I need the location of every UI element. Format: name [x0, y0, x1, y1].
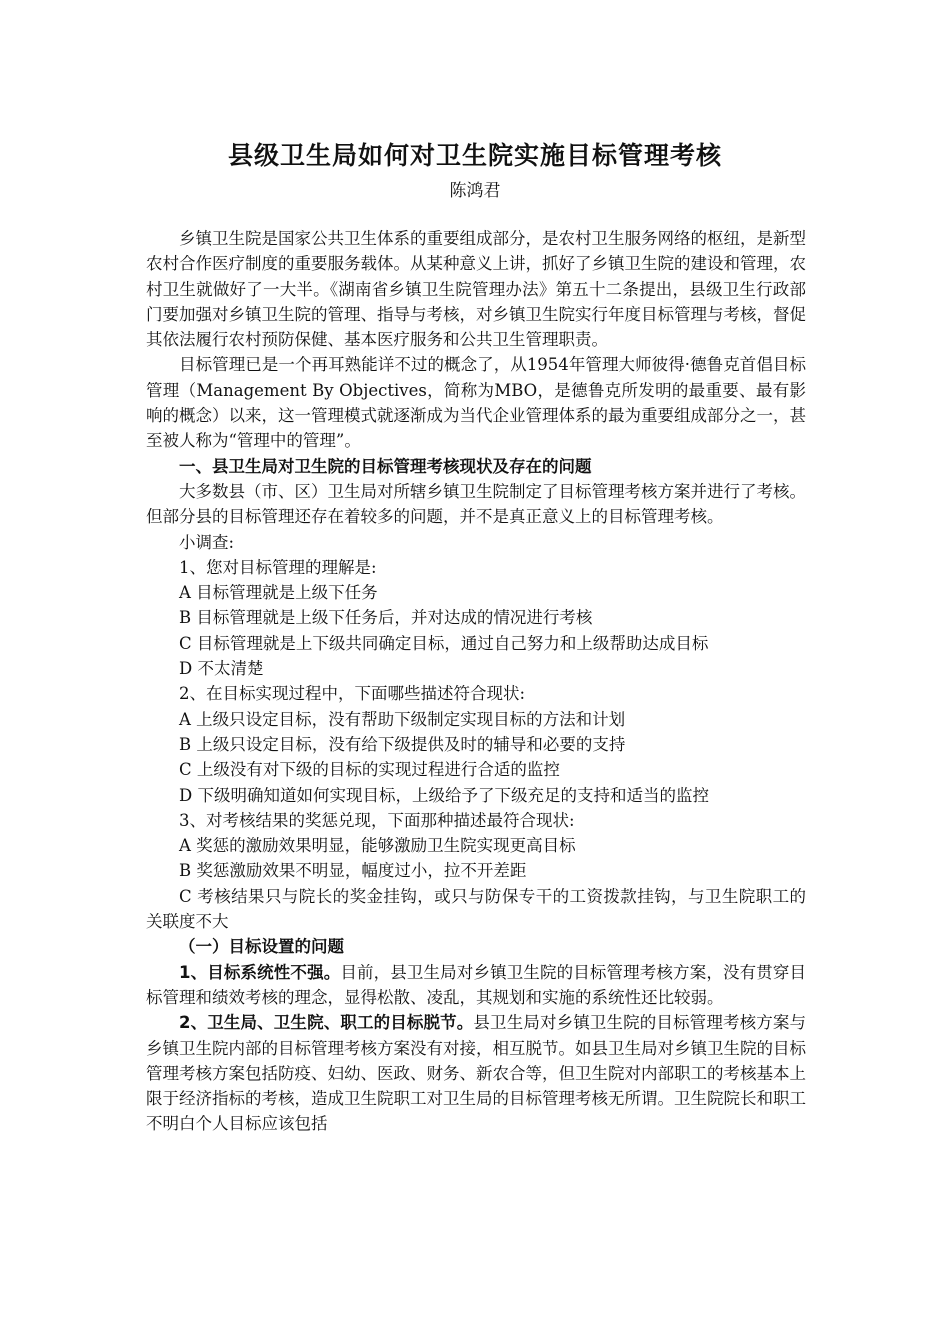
paragraph-status: 大多数县（市、区）卫生局对所辖乡镇卫生院制定了目标管理考核方案并进行了考核。但部分县的目标管理还存在着较多的问题，并不是真正意义上的目标管理考核。 [146, 481, 806, 527]
survey-option: C 上级没有对下级的目标的实现过程进行合适的监控 [179, 760, 560, 780]
document-author: 陈鸿君 [449, 181, 501, 201]
survey-option: A 上级只设定目标，没有帮助下级制定实现目标的方法和计划 [179, 709, 626, 729]
section-heading-1: 一、县卫生局对卫生院的目标管理考核现状及存在的问题 [179, 456, 592, 476]
point-1-text: 目前，县卫生局对乡镇卫生院的目标管理考核方案，没有贯穿目标管理和绩效考核的理念，显得松散、凌乱，其规划和实施的系统性还比较弱。 [146, 962, 807, 1007]
paragraph-mbo: 目标管理已是一个再耳熟能详不过的概念了，从1954年管理大师彼得·德鲁克首倡目标管理（Management By Objectives，简称为MBO，是德鲁克所发明的最重要、最有影响的概念）以来，这一管理模式就逐渐成为当代企业管理体系的最为重要组成部分之一，甚至被人称为“管理中的管理”。 [146, 355, 806, 451]
survey-option: D 下级明确知道如何实现目标，上级给予了下级充足的支持和适当的监控 [179, 785, 709, 805]
survey-option: B 目标管理就是上级下任务后，并对达成的情况进行考核 [179, 608, 593, 628]
point-1 [146, 960, 806, 1011]
point-1-title: 1、目标系统性不强。 [179, 962, 341, 982]
survey-question-1: 1、您对目标管理的理解是: [179, 557, 377, 577]
document-body [146, 226, 806, 1137]
survey-option: A 目标管理就是上级下任务 [179, 583, 378, 603]
survey-option: C 考核结果只与院长的奖金挂钩，或只与防保专干的工资拨款挂钩，与卫生院职工的关联度不大 [146, 886, 806, 932]
survey-option: B 上级只设定目标，没有给下级提供及时的辅导和必要的支持 [179, 734, 626, 754]
survey-question-2: 2、在目标实现过程中，下面哪些描述符合现状: [179, 684, 526, 704]
sub-heading: （一）目标设置的问题 [179, 937, 344, 957]
point-2-title: 2、卫生局、卫生院、职工的目标脱节。 [179, 1013, 474, 1033]
document-title: 县级卫生局如何对卫生院实施目标管理考核 [227, 141, 722, 170]
point-2-text: 县卫生局对乡镇卫生院的目标管理考核方案与乡镇卫生院内部的目标管理考核方案没有对接，相互脱节。如县卫生局对乡镇卫生院的目标管理考核方案包括防疫、妇幼、医政、财务、新农合等，但卫生院对内部职工的考核基本上限于经济指标的考核，造成卫生院职工对卫生局的目标管理考核无所谓。卫生院院长和职工不明白个人目标应该包括 [146, 1013, 806, 1134]
point-2 [146, 1010, 806, 1136]
survey-question-3: 3、对考核结果的奖惩兑现，下面那种描述最符合现状: [179, 810, 575, 830]
survey-option: C 目标管理就是上下级共同确定目标，通过自己努力和上级帮助达成目标 [179, 633, 709, 653]
survey-option: B 奖惩激励效果不明显，幅度过小，拉不开差距 [179, 861, 527, 881]
survey-label: 小调查: [179, 532, 235, 552]
survey-option: D 不太清楚 [179, 659, 264, 679]
survey-option: A 奖惩的激励效果明显，能够激励卫生院实现更高目标 [179, 836, 576, 856]
paragraph-intro: 乡镇卫生院是国家公共卫生体系的重要组成部分，是农村卫生服务网络的枢纽，是新型农村合作医疗制度的重要服务载体。从某种意义上讲，抓好了乡镇卫生院的建设和管理，农村卫生就做好了一大半。《湖南省乡镇卫生院管理办法》第五十二条提出，县级卫生行政部门要加强对乡镇卫生院的管理、指导与考核，对乡镇卫生院实行年度目标管理与考核，督促其依法履行农村预防保健、基本医疗服务和公共卫生管理职责。 [146, 229, 806, 350]
